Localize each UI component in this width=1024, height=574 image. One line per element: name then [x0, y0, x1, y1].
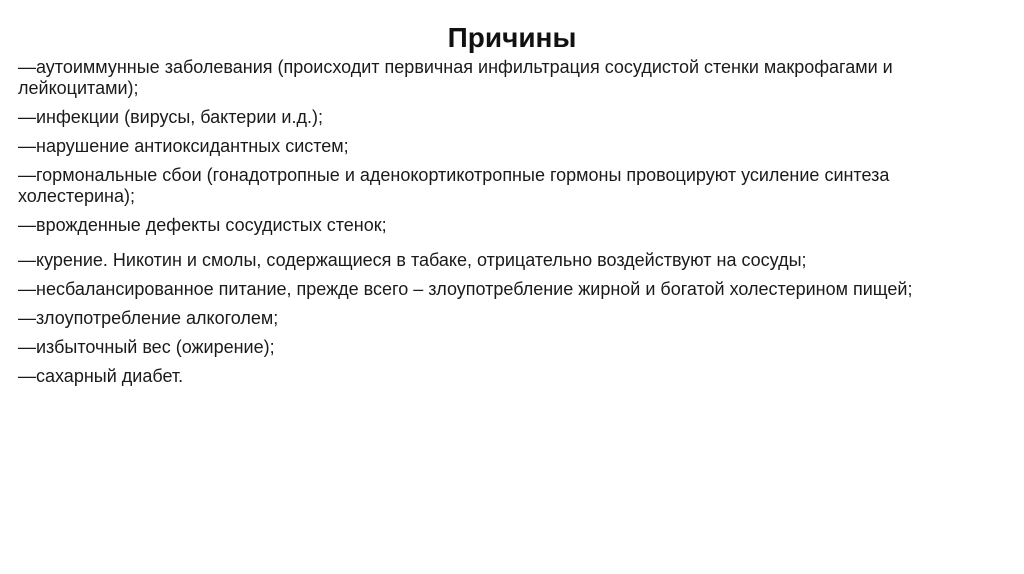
list-item: —врожденные дефекты сосудистых стенок;	[18, 215, 387, 235]
list-item: —аутоиммунные заболевания (происходит первичная инфильтрация сосудистой стенки макрофагами и лейкоцитами);	[18, 57, 893, 98]
list-item: —нарушение антиоксидантных систем;	[18, 136, 349, 156]
list-item: —гормональные сбои (гонадотропные и аденокортикотропные гормоны провоцируют усиление синтеза холестерина);	[18, 165, 890, 206]
causes-list	[18, 57, 948, 395]
slide-title: Причины	[447, 22, 577, 53]
list-item: —избыточный вес (ожирение);	[18, 337, 275, 357]
list-item: —сахарный диабет.	[18, 366, 184, 386]
list-item: —несбалансированное питание, прежде всего – злоупотребление жирной и богатой холестерином пищей;	[18, 279, 913, 299]
list-item: —курение. Никотин и смолы, содержащиеся в табаке, отрицательно воздействуют на сосуды;	[18, 250, 807, 270]
list-item: —инфекции (вирусы, бактерии и.д.);	[18, 107, 323, 127]
list-item: —злоупотребление алкоголем;	[18, 308, 279, 328]
